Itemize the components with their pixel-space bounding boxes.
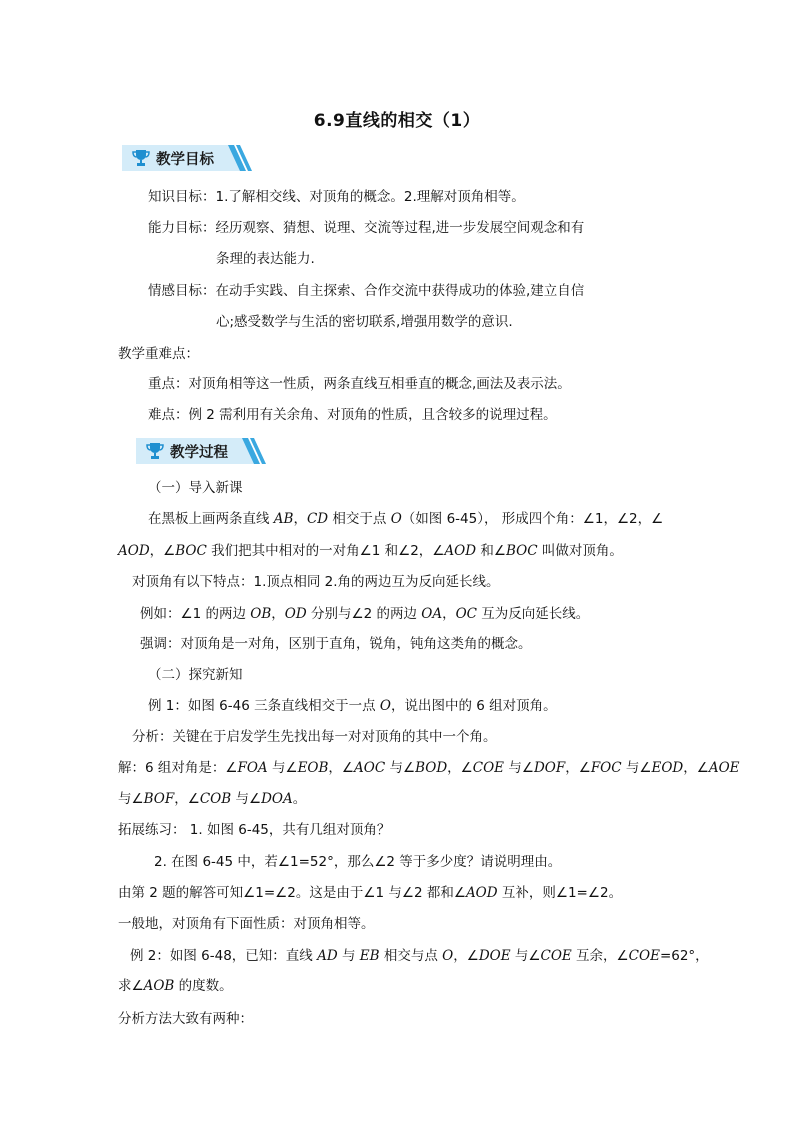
math-var: OC (455, 606, 477, 622)
text: 我们把其中相对的一对角∠1 和∠2，∠ (206, 543, 445, 559)
text: 与 (337, 948, 360, 964)
math-var: COE (472, 760, 505, 776)
example-2-cont (118, 977, 233, 995)
text: 例 2：如图 6-48，已知：直线 (130, 948, 318, 964)
trophy-icon (145, 441, 165, 461)
math-var: BOD (415, 760, 448, 776)
text: 与∠ (267, 760, 298, 776)
extension-1: 拓展练习： 1. 如图 6-45，共有几组对顶角？ (118, 822, 391, 838)
text: ，∠ (683, 760, 709, 776)
text: 与∠ (385, 760, 416, 776)
math-var: O (442, 948, 454, 964)
text: 相交与点 (379, 948, 443, 964)
text: 相交于点 (328, 511, 391, 527)
text: 互补，则∠1=∠2。 (497, 885, 623, 901)
text: 与∠ (118, 791, 144, 807)
page-title: 6.9直线的相交（1） (313, 111, 481, 131)
text: 的度数。 (174, 978, 233, 994)
section-banner-process (136, 438, 266, 464)
knowledge-goal (148, 188, 525, 206)
text: 。 (292, 791, 307, 807)
math-var: OA (421, 606, 443, 622)
math-var: COB (199, 791, 232, 807)
analysis: 分析：关键在于启发学生先找出每一对对顶角的其中一个角。 (132, 729, 497, 745)
explore-heading: （二）探究新知 (148, 667, 243, 683)
text: （如图 6-45）， 形成四个角：∠1，∠2，∠ (401, 511, 664, 527)
text: ，说出图中的 6 组对顶角。 (390, 698, 557, 714)
text: 与∠ (510, 948, 541, 964)
math-var: EOD (651, 760, 684, 776)
section-heading: 教学过程 (170, 445, 228, 461)
knowledge-label: 知识目标： (148, 189, 216, 205)
math-var: DOF (533, 760, 566, 776)
emotion-text-1: 在动手实践、自主探索、合作交流中获得成功的体验,建立自信 (215, 283, 585, 299)
math-var: CD (306, 511, 329, 527)
text: 互余，∠ (571, 948, 629, 964)
features: 对顶角有以下特点：1.顶点相同 2.角的两边互为反向延长线。 (132, 574, 500, 590)
math-var: OD (284, 606, 307, 622)
conclusion (118, 884, 622, 902)
text: 求∠ (118, 978, 144, 994)
emotion-goal (148, 282, 584, 300)
ability-text-2: 条理的表达能力. (216, 251, 315, 267)
hard-point: 难点：例 2 需利用有关余角、对顶角的性质，且含较多的说理过程。 (148, 407, 557, 423)
text: 互为反向延长线。 (477, 606, 590, 622)
text: ，∠ (565, 760, 591, 776)
section-banner-goals (122, 145, 252, 171)
paragraph-1-cont (118, 542, 623, 560)
math-var: EB (359, 948, 380, 964)
paragraph-1 (148, 510, 663, 528)
text: 与∠ (231, 791, 262, 807)
math-var: EOB (297, 760, 329, 776)
math-var: AOD (465, 885, 498, 901)
math-var: AOC (354, 760, 386, 776)
text: 在黑板上画两条直线 (148, 511, 274, 527)
text: ，∠ (447, 760, 473, 776)
text: 叫做对顶角。 (537, 543, 623, 559)
trophy-icon (131, 148, 151, 168)
extension-2: 2. 在图 6-45 中，若∠1=52°，那么∠2 等于多少度？请说明理由。 (154, 854, 562, 870)
text: 例如：∠1 的两边 (140, 606, 251, 622)
text: ，∠ (328, 760, 355, 776)
math-var: AB (273, 511, 294, 527)
text: 与∠ (504, 760, 534, 776)
text: ，∠ (453, 948, 479, 964)
math-var: BOF (143, 791, 175, 807)
solution-line-1 (118, 759, 740, 777)
text: 解：6 组对角是：∠ (118, 760, 238, 776)
emotion-text-2: 心;感受数学与生活的密切联系,增强用数学的意识. (216, 314, 513, 330)
methods: 分析方法大致有两种： (118, 1011, 253, 1027)
math-var: O (390, 511, 402, 527)
math-var: DOA (261, 791, 293, 807)
math-var: BOC (175, 543, 207, 559)
ability-text-1: 经历观察、猜想、说理、交流等过程,进一步发展空间观念和有 (215, 220, 585, 236)
math-var: FOC (590, 760, 622, 776)
math-var: AOD (444, 543, 477, 559)
ability-label: 能力目标： (148, 220, 216, 236)
key-point: 重点：对顶角相等这一性质，两条直线互相垂直的概念,画法及表示法。 (148, 376, 571, 392)
math-var: DOE (478, 948, 511, 964)
text: =62°， (659, 948, 709, 964)
math-var: AOB (143, 978, 175, 994)
knowledge-text: 1.了解相交线、对顶角的概念。2.理解对顶角相等。 (215, 189, 525, 205)
example-2 (130, 947, 709, 965)
math-var: COE (628, 948, 660, 964)
intro-heading: （一）导入新课 (148, 480, 243, 496)
example-line (140, 605, 589, 623)
math-var: COE (540, 948, 572, 964)
math-var: AOE (708, 760, 740, 776)
math-var: OB (250, 606, 272, 622)
solution-line-2 (118, 790, 306, 808)
text: 和∠ (476, 543, 506, 559)
text: 例 1：如图 6-46 三条直线相交于一点 (148, 698, 380, 714)
text: ，∠ (174, 791, 200, 807)
math-var: O (379, 698, 391, 714)
text: 分别与∠2 的两边 (306, 606, 422, 622)
math-var: AOD (118, 543, 150, 559)
emphasis: 强调：对顶角是一对角，区别于直角，锐角，钝角这类角的概念。 (140, 636, 532, 652)
math-var: FOA (237, 760, 268, 776)
ability-goal (148, 219, 584, 237)
difficulty-heading: 教学重难点： (118, 346, 199, 362)
math-var: AD (317, 948, 338, 964)
emotion-label: 情感目标： (148, 283, 216, 299)
math-var: BOC (505, 543, 538, 559)
text: 由第 2 题的解答可知∠1=∠2。这是由于∠1 与∠2 都和∠ (118, 885, 466, 901)
text: 与∠ (621, 760, 652, 776)
example-1 (148, 697, 557, 715)
section-heading: 教学目标 (156, 152, 214, 168)
property: 一般地，对顶角有下面性质：对顶角相等。 (118, 916, 375, 932)
text: ， (271, 606, 285, 622)
text: ， (442, 606, 456, 622)
text: ， (293, 511, 307, 527)
text: ，∠ (149, 543, 176, 559)
